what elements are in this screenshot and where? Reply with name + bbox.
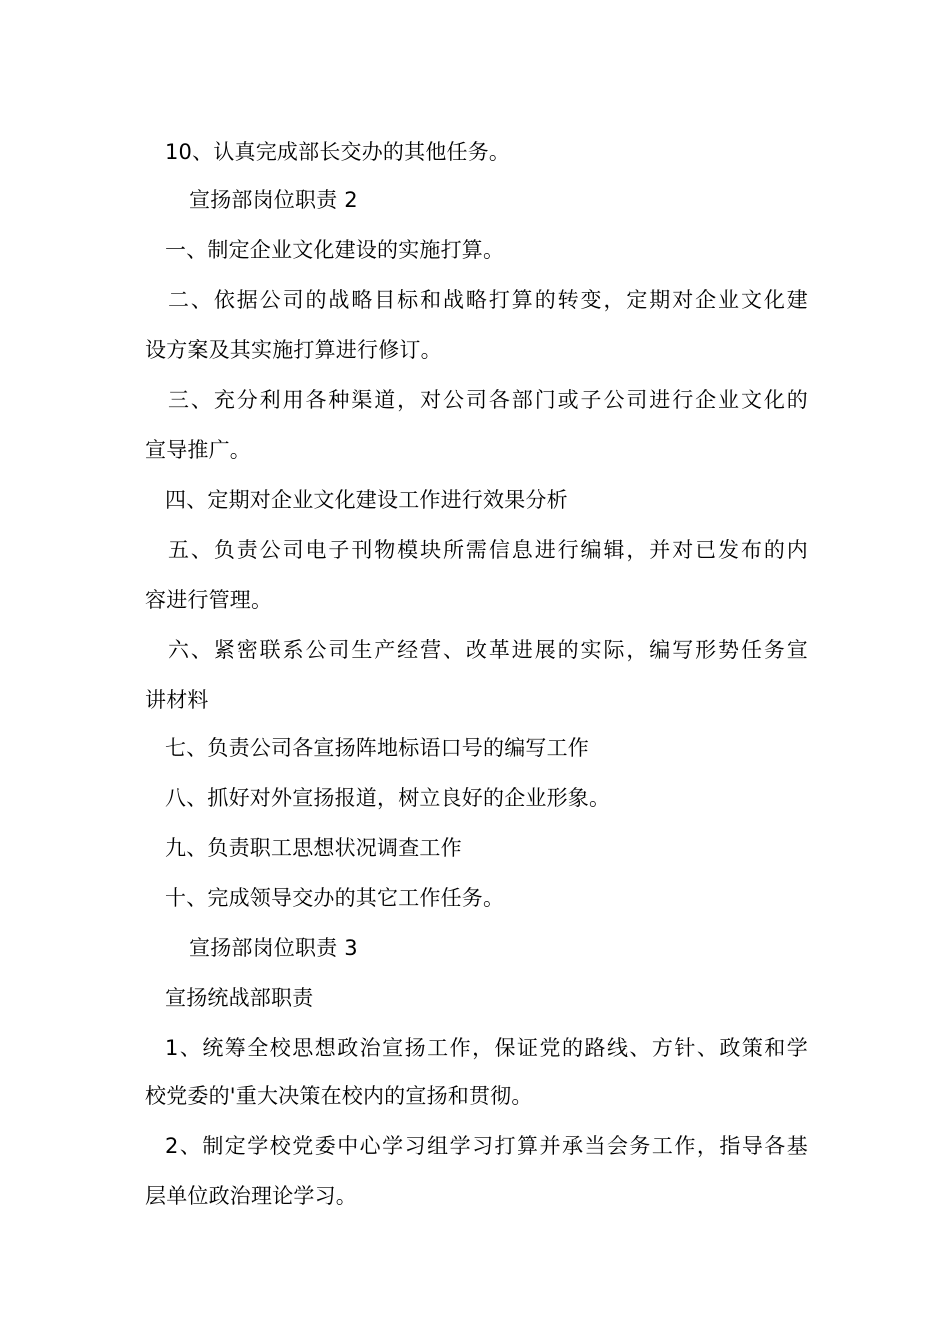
paragraph-line: 讲材料 (145, 688, 209, 712)
paragraph-line: 宣导推广。 (145, 438, 251, 462)
paragraph-line: 一、制定企业文化建设的实施打算。 (165, 238, 505, 262)
paragraph-line: 九、负责职工思想状况调查工作 (165, 836, 462, 860)
section-heading: 宣扬部岗位职责 2 (189, 188, 358, 212)
paragraph-line: 层单位政治理论学习。 (145, 1184, 357, 1208)
paragraph-line: 七、负责公司各宣扬阵地标语口号的编写工作 (165, 736, 589, 760)
paragraph-line: 2、制定学校党委中心学习组学习打算并承当会务工作，指导各基 (165, 1134, 808, 1158)
paragraph-line: 容进行管理。 (145, 588, 273, 612)
paragraph-line: 十、完成领导交办的其它工作任务。 (165, 886, 505, 910)
paragraph-line: 设方案及其实施打算进行修订。 (145, 338, 442, 362)
paragraph-line: 八、抓好对外宣扬报道，树立良好的企业形象。 (165, 786, 611, 810)
paragraph-line: 宣扬统战部职责 (165, 986, 314, 1010)
section-heading: 宣扬部岗位职责 3 (189, 936, 358, 960)
paragraph-line: 四、定期对企业文化建设工作进行效果分析 (165, 488, 568, 512)
paragraph-line: 二、依据公司的战略目标和战略打算的转变，定期对企业文化建 (168, 288, 808, 312)
paragraph-line: 五、负责公司电子刊物模块所需信息进行编辑，并对已发布的内 (168, 538, 808, 562)
paragraph-line: 10、认真完成部长交办的其他任务。 (165, 140, 511, 164)
paragraph-line: 六、紧密联系公司生产经营、改革进展的实际，编写形势任务宣 (168, 638, 808, 662)
paragraph-line: 1、统筹全校思想政治宣扬工作，保证党的路线、方针、政策和学 (165, 1036, 808, 1060)
paragraph-line: 三、充分利用各种渠道，对公司各部门或子公司进行企业文化的 (168, 388, 808, 412)
paragraph-line: 校党委的'重大决策在校内的宣扬和贯彻。 (145, 1084, 533, 1108)
